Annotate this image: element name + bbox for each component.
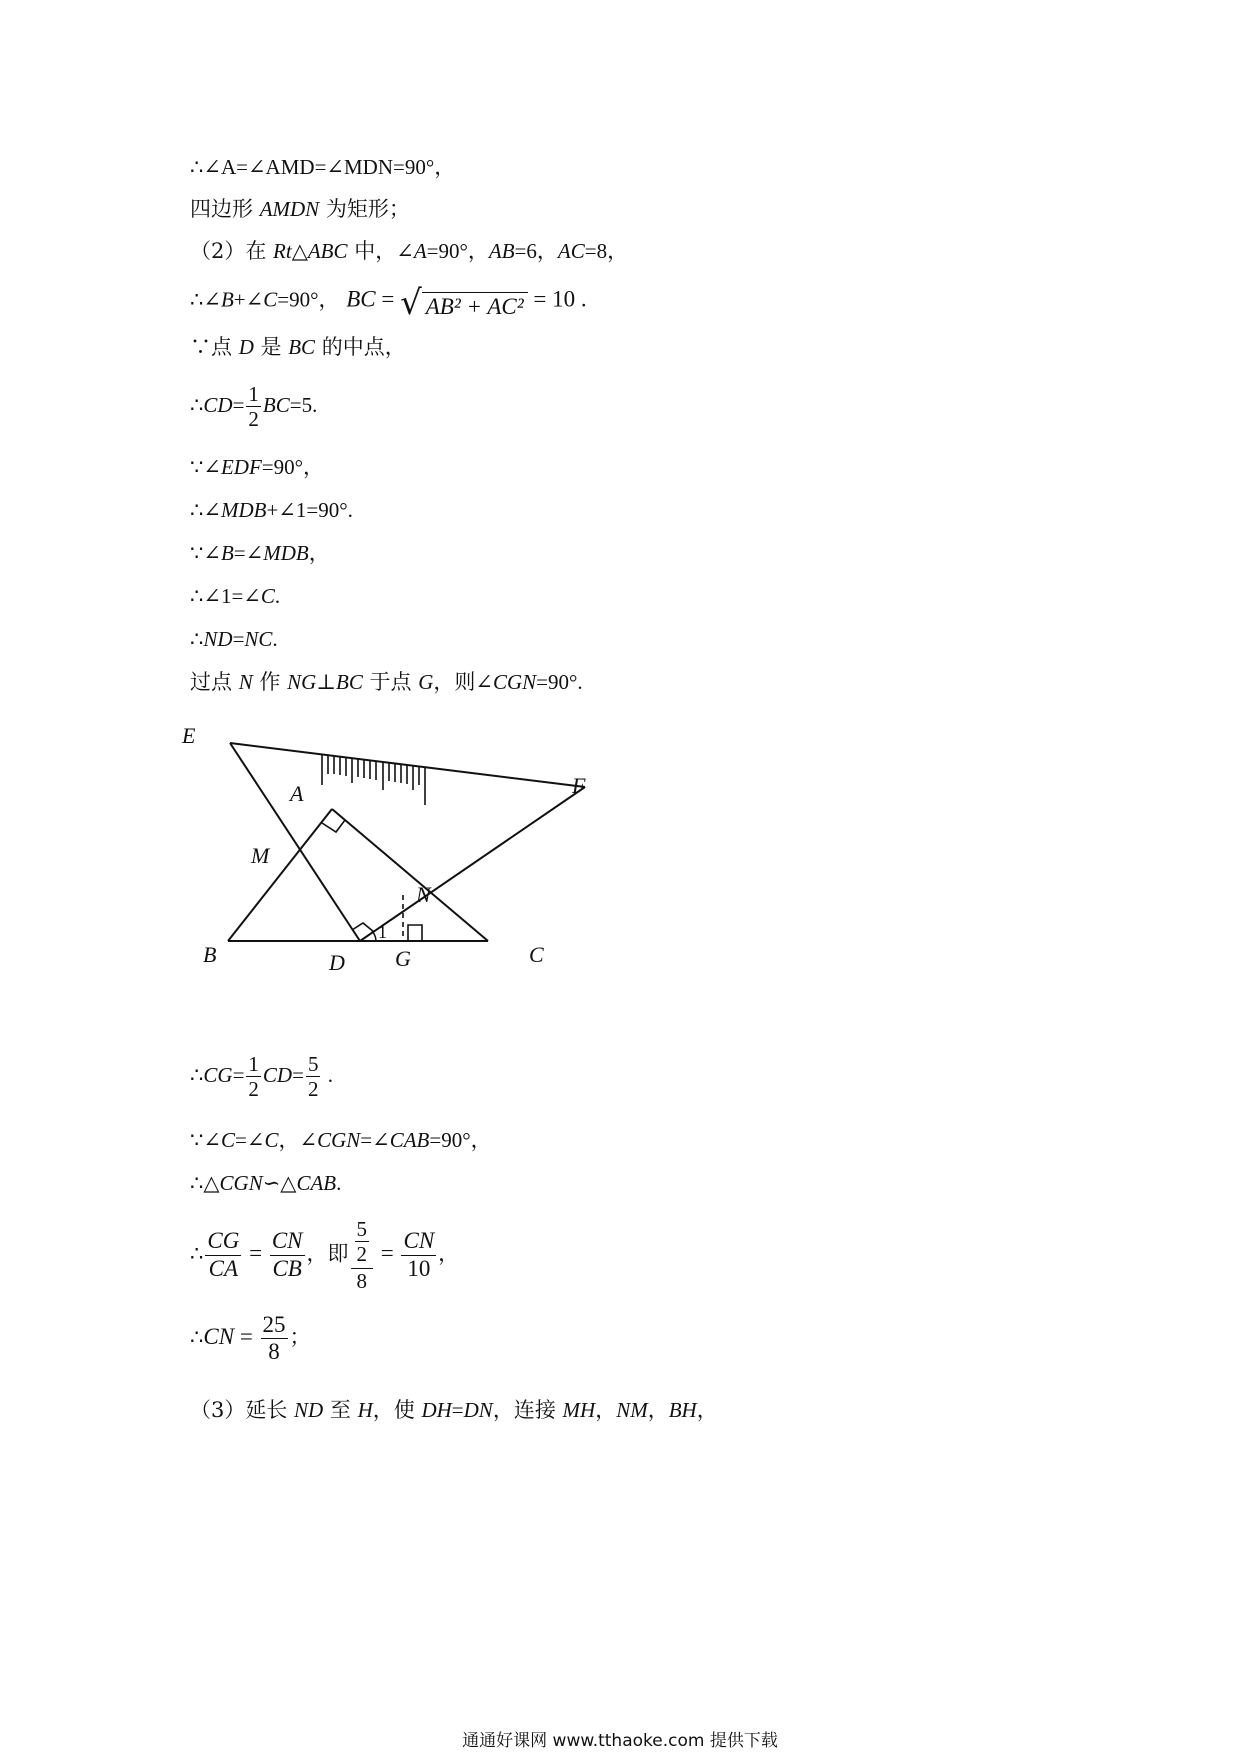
text: C (260, 584, 275, 608)
text: ∴ (190, 393, 204, 418)
proof-line-5 (190, 337, 406, 358)
text: 过点 (190, 670, 239, 694)
denominator: 2 (356, 1242, 367, 1267)
text: D (238, 335, 254, 359)
text: ∵∠ (190, 541, 221, 565)
text: NG (287, 670, 317, 694)
fraction (306, 1053, 321, 1100)
text: MDB (263, 541, 309, 565)
text: ∴ (190, 627, 204, 651)
label-G: G (395, 946, 411, 971)
text: ND (203, 627, 233, 651)
text: ∵点 (190, 335, 239, 359)
text: （3）延长 (190, 1398, 295, 1422)
proof-line-7 (190, 457, 324, 478)
label-F: F (572, 773, 586, 798)
numerator: CN (270, 1229, 305, 1255)
text: 为矩形； (319, 197, 410, 221)
text: C (263, 287, 278, 312)
proof-line-2 (190, 199, 410, 220)
text: 的中点， (315, 335, 406, 359)
text: ∴∠A=∠AMD=∠MDN=90°， (190, 155, 456, 179)
text: = (451, 1398, 464, 1422)
fraction (270, 1229, 305, 1280)
text: = (375, 286, 401, 312)
denominator: 8 (356, 1269, 367, 1294)
fraction (401, 1229, 436, 1280)
text: DH (421, 1398, 452, 1422)
text: ，即 (306, 1241, 349, 1266)
text: ∴△ (190, 1171, 220, 1195)
proof-line-16 (190, 1218, 459, 1292)
denominator: CB (272, 1255, 302, 1281)
text: = (232, 627, 245, 651)
text: ， (438, 1241, 460, 1266)
text: =90°， (429, 1128, 492, 1152)
segment-AC (332, 809, 488, 941)
text: EDF (220, 455, 262, 479)
text: N (238, 670, 253, 694)
text: CAB (296, 1171, 337, 1195)
text: ，连接 (492, 1398, 563, 1422)
radical-sign: √ (400, 283, 422, 323)
numerator: 25 (261, 1313, 288, 1339)
denominator: 8 (268, 1339, 280, 1365)
text: 是 (253, 335, 289, 359)
numerator: 5 (307, 1052, 319, 1076)
text: =6， (514, 239, 558, 263)
text: ， (647, 1398, 669, 1422)
denominator: CA (208, 1255, 239, 1281)
nested-numerator (351, 1218, 374, 1269)
label-C: C (529, 942, 544, 967)
denominator: 2 (248, 407, 259, 432)
text: +∠1=90°. (266, 498, 353, 522)
text: ∴∠ (190, 498, 221, 522)
proof-line-4 (190, 283, 587, 323)
text: DN (463, 1398, 493, 1422)
proof-line-1 (190, 157, 455, 178)
text: = (232, 1063, 245, 1088)
text: ∴ (190, 1325, 204, 1350)
text: C (220, 1128, 235, 1152)
text: ND (294, 1398, 324, 1422)
right-angle-mark-D (352, 923, 374, 932)
proof-line-18 (190, 1400, 718, 1421)
text: BC (336, 670, 363, 694)
text: ⊥ (316, 670, 336, 694)
text: ∴ (190, 1241, 204, 1266)
text: =90°， (261, 455, 325, 479)
text: CGN (317, 1128, 361, 1152)
text: BC (346, 286, 376, 312)
text: = 10 . (527, 286, 587, 312)
text: =8， (584, 239, 629, 263)
geometry-figure (182, 723, 620, 985)
right-angle-mark-A (322, 820, 345, 832)
fraction (261, 1313, 288, 1364)
proof-line-8 (190, 500, 353, 521)
text: ∴∠ (190, 287, 221, 312)
text: NM (616, 1398, 648, 1422)
text: 至 (323, 1398, 358, 1422)
text: AB² + AC² (422, 292, 528, 318)
numerator: CN (401, 1229, 436, 1255)
text: =90°， (277, 287, 340, 312)
text: 作 (252, 670, 288, 694)
label-B: B (203, 942, 217, 967)
proof-line-17 (190, 1313, 311, 1364)
text: CAB (389, 1128, 430, 1152)
text: . (274, 584, 281, 608)
text: = (243, 1240, 268, 1266)
denominator: 10 (407, 1255, 431, 1281)
text: CGN (492, 670, 537, 694)
segment-DF (360, 787, 585, 941)
text: ∵∠ (190, 455, 221, 479)
text: Rt△ABC (273, 239, 348, 263)
text: . (336, 1171, 342, 1195)
angle-1-arc (372, 931, 376, 941)
text: A (413, 239, 427, 263)
proof-line-6 (190, 383, 317, 430)
text: AB (488, 239, 515, 263)
denominator: 2 (307, 1077, 319, 1102)
label-angle-1: 1 (378, 922, 387, 942)
text: ∽△ (262, 1171, 297, 1195)
text: ∴∠1=∠ (190, 584, 261, 608)
text: 于点 (362, 670, 419, 694)
text: ，∠ (278, 1128, 318, 1152)
text: G (418, 670, 434, 694)
text: +∠ (233, 287, 264, 312)
text: ∴ (190, 1063, 204, 1088)
text: 中，∠ (347, 239, 414, 263)
text: =90°. (536, 670, 583, 694)
text: B (220, 287, 234, 312)
text: MDB (220, 498, 267, 522)
text: = (234, 1324, 259, 1350)
text: CGN (219, 1171, 263, 1195)
label-N: N (416, 882, 431, 907)
text: ； (289, 1325, 311, 1350)
text: BC (262, 393, 290, 418)
text: （2）在 (190, 239, 274, 263)
text: AMDN (259, 197, 320, 221)
numerator: 5 (356, 1217, 367, 1241)
ruler-ticks (322, 755, 425, 805)
proof-line-13 (190, 1053, 333, 1100)
text: =90°， (426, 239, 489, 263)
proof-line-15 (190, 1173, 341, 1194)
text: . (272, 627, 278, 651)
text: =∠ (234, 1128, 265, 1152)
text: CD (203, 393, 233, 418)
text: CG (203, 1063, 233, 1088)
text: MH (562, 1398, 596, 1422)
text: CN (203, 1324, 235, 1350)
text: =∠ (360, 1128, 390, 1152)
text: = (375, 1240, 400, 1266)
text: = (292, 1063, 304, 1088)
label-E: E (182, 723, 196, 748)
label-D: D (329, 950, 345, 975)
denominator: 2 (248, 1077, 259, 1102)
text: = (232, 393, 245, 418)
text: B (220, 541, 234, 565)
text: AC (557, 239, 585, 263)
nested-fraction (351, 1218, 374, 1292)
right-angle-mark-G (408, 925, 422, 941)
text: NC (244, 627, 273, 651)
proof-line-9 (190, 543, 330, 564)
text: C (264, 1128, 279, 1152)
label-A: A (290, 781, 304, 806)
page-footer: 通通好课网 www.tthaoke.com 提供下载 (462, 1731, 778, 1751)
text: 四边形 (190, 197, 260, 221)
text: ， (696, 1398, 718, 1422)
numerator: 1 (248, 382, 259, 406)
sqrt-expression (400, 283, 528, 323)
label-M: M (251, 843, 270, 868)
text: ， (595, 1398, 617, 1422)
numerator: 1 (248, 1052, 259, 1076)
text: ，使 (372, 1398, 422, 1422)
proof-line-3 (190, 241, 628, 262)
numerator: CG (205, 1229, 241, 1255)
proof-line-14 (190, 1130, 492, 1151)
fraction (205, 1229, 241, 1280)
text: ， (308, 541, 330, 565)
text: ，则∠ (433, 670, 493, 694)
fraction (355, 1218, 370, 1267)
fraction (246, 383, 261, 430)
text: . (322, 1063, 333, 1088)
proof-line-12 (190, 672, 583, 693)
text: H (357, 1398, 373, 1422)
proof-line-10 (190, 586, 280, 607)
fraction (246, 1053, 261, 1100)
text: =∠ (233, 541, 264, 565)
text: BH (668, 1398, 697, 1422)
text: BC (288, 335, 316, 359)
text: =5. (289, 393, 318, 418)
text: CD (262, 1063, 293, 1088)
proof-line-11 (190, 629, 278, 650)
text: ∵∠ (190, 1128, 221, 1152)
